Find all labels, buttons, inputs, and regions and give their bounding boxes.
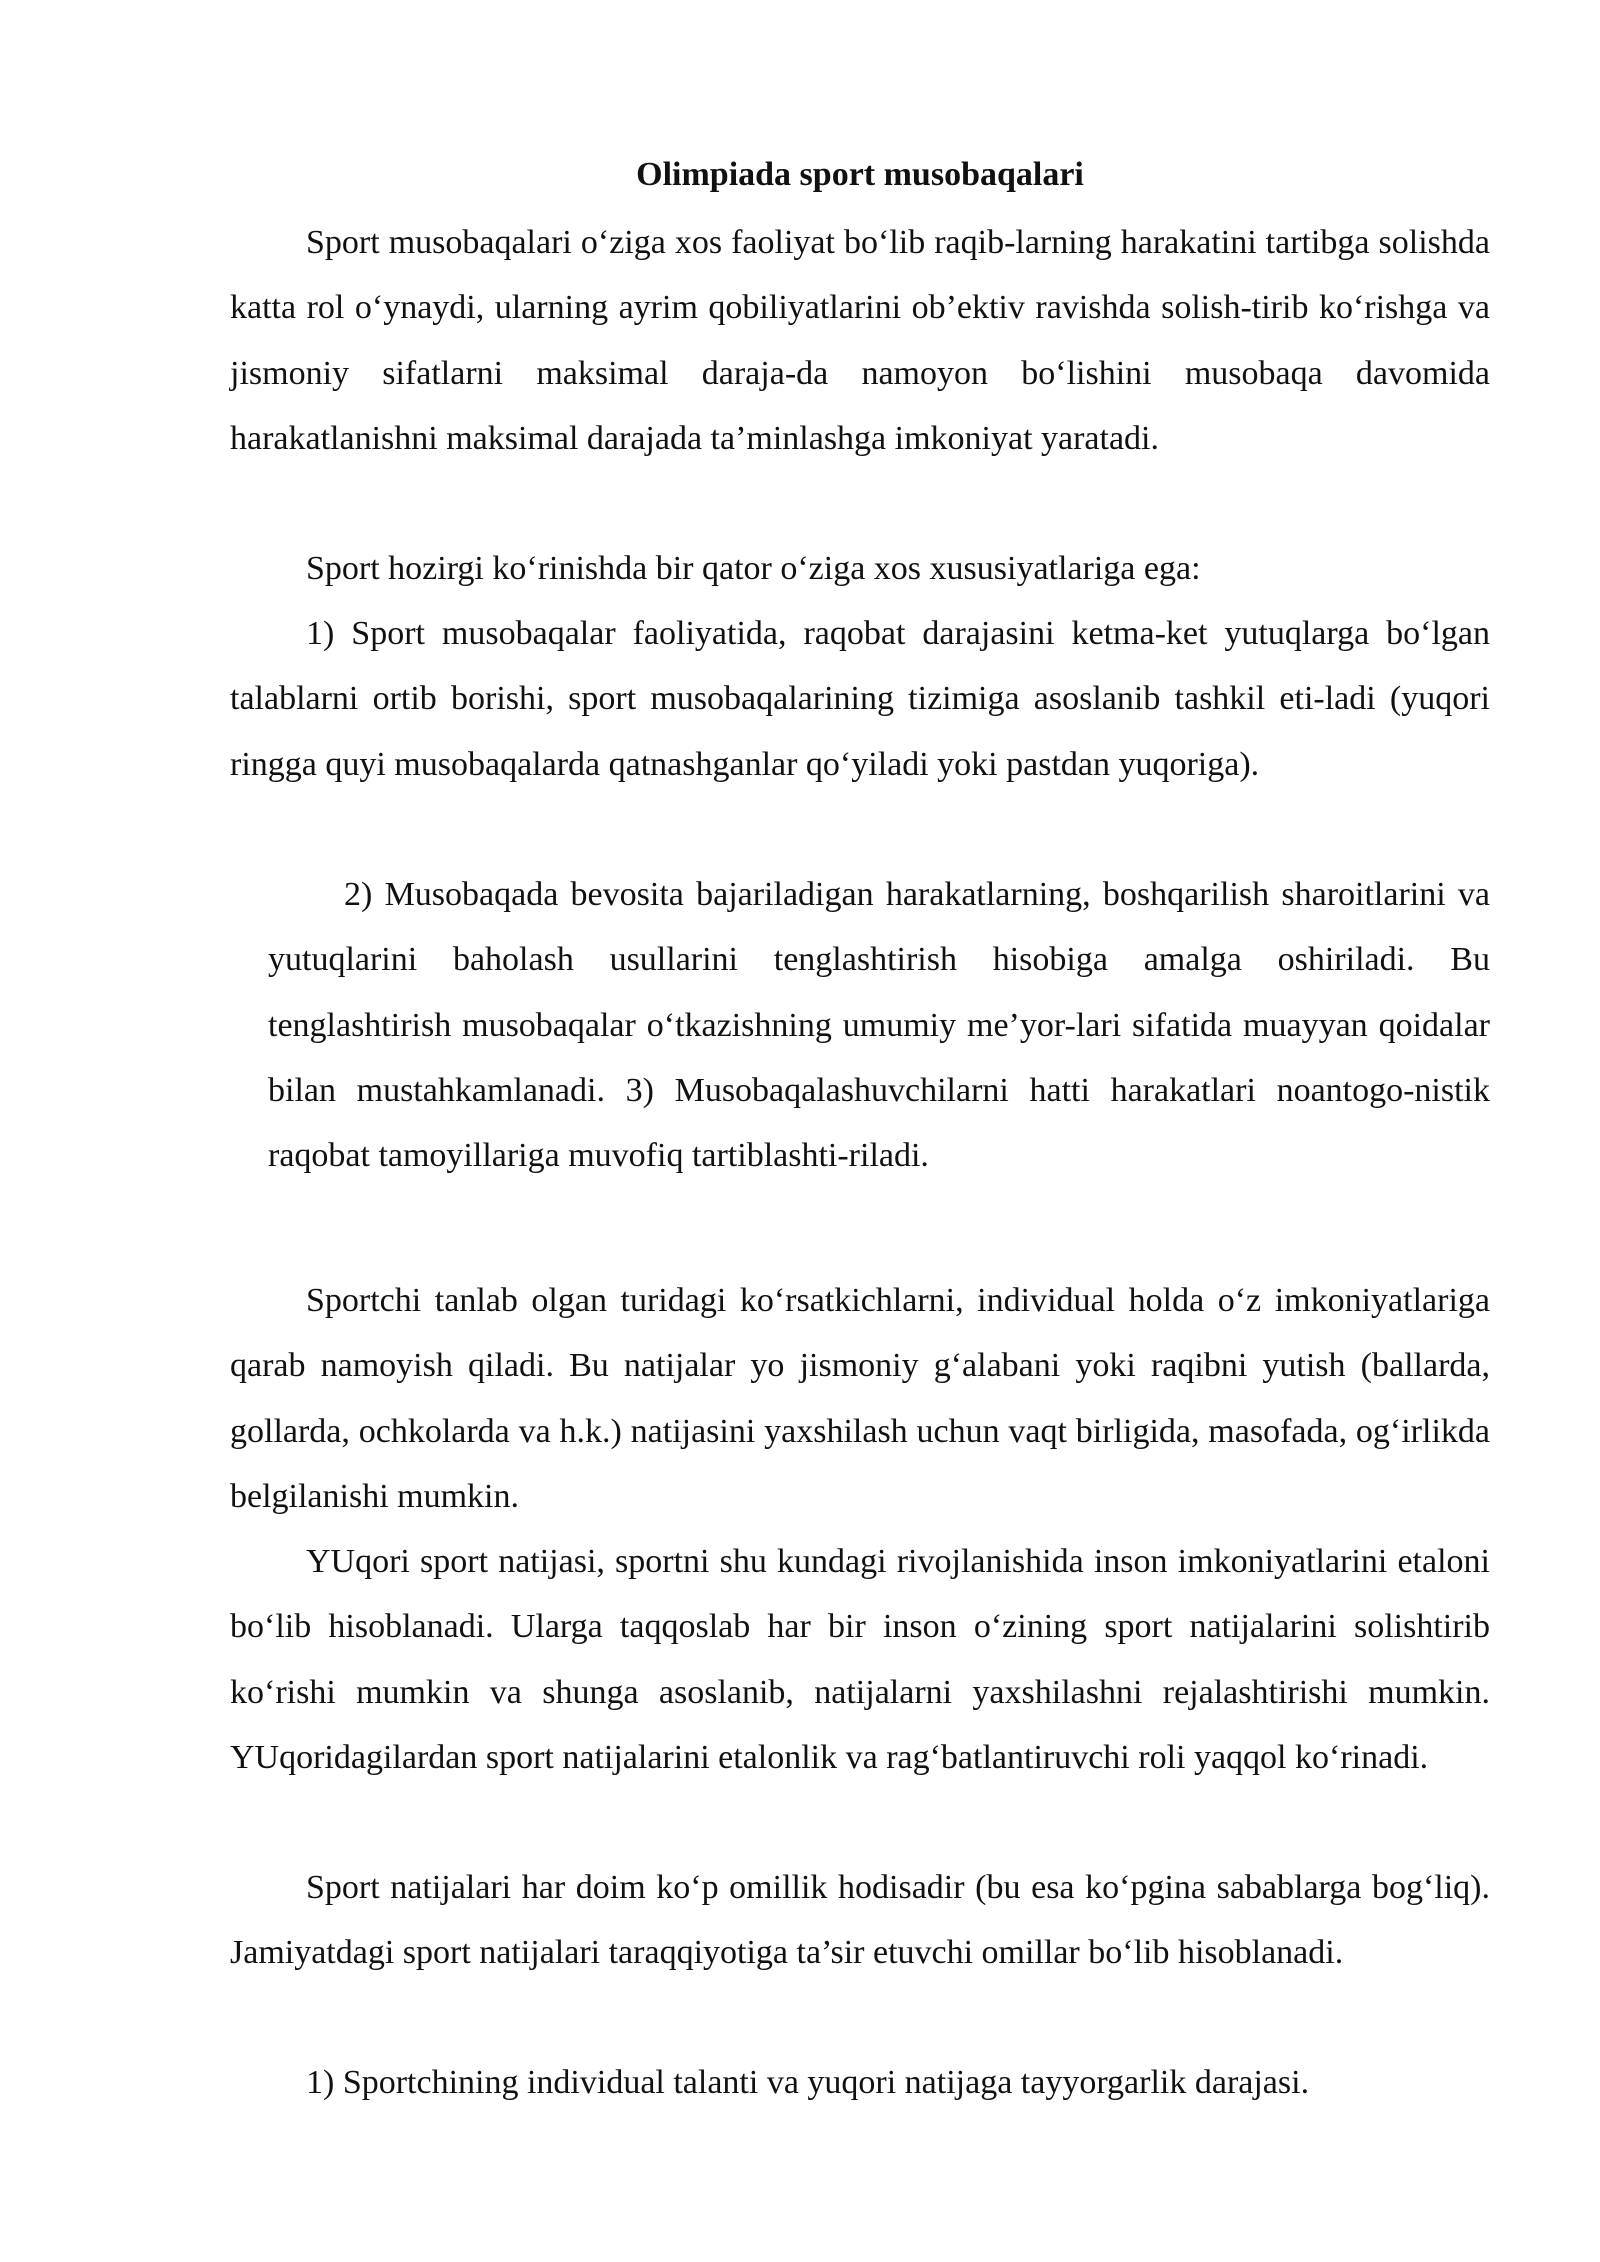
page-title: Olimpiada sport musobaqalari — [636, 156, 1084, 193]
paragraph-2: Sport hozirgi ko‘rinishda bir qator o‘ziga xos xususiyatlariga ega: — [306, 550, 1201, 587]
paragraph-7: Sport natijalari har doim ko‘p omillik hodisadir (bu esa ko‘pgina sabablarga bog‘liq). Jamiyatdagi sport natijalari taraqqiyotiga ta’sir etuvchi omillar bo‘lib hisoblanadi. — [230, 1869, 1490, 1972]
paragraph-3: 1) Sport musobaqalar faoliyatida, raqobat darajasini ketma-ket yutuqlarga bo‘lgan talablarni ortib borishi, sport musobaqalarining tizimiga asoslanib tashkil eti-ladi (yuqori ringga quyi musobaqalarda qatnashganlar qo‘yiladi yoki pastdan yuqoriga). — [230, 615, 1490, 783]
paragraph-6: YUqori sport natijasi, sportni shu kundagi rivojlanishida inson imkoniyatlarini etaloni bo‘lib hisoblanadi. Ularga taqqoslab har bir inson o‘zining sport natijalarini solishtirib ko‘rishi mumkin va shunga asoslanib, natijalarni yaxshilashni rejalashtirishi mumkin. YUqoridagilardan sport natijalarini etalonlik va rag‘batlantiruvchi roli yaqqol ko‘rinadi. — [230, 1543, 1490, 1776]
paragraph-1: Sport musobaqalari o‘ziga xos faoliyat bo‘lib raqib-larning harakatini tartibga solishda katta rol o‘ynaydi, ularning ayrim qobiliyatlarini ob’ektiv ravishda solish-tirib ko‘rishga va jismoniy sifatlarni maksimal daraja-da namoyon bo‘lishini musobaqa davomida harakatlanishni maksimal darajada ta’minlashga imkoniyat yaratadi. — [230, 224, 1490, 457]
paragraph-8: 1) Sportchining individual talanti va yuqori natijaga tayyorgarlik darajasi. — [306, 2064, 1310, 2101]
paragraph-5: Sportchi tanlab olgan turidagi ko‘rsatkichlarni, individual holda o‘z imkoniyatlariga qarab namoyish qiladi. Bu natijalar yo jismoniy g‘alabani yoki raqibni yutish (ballarda, gollarda, ochkolarda va h.k.) natijasini yaxshilash uchun vaqt birligida, masofada, og‘irlikda belgilanishi mumkin. — [230, 1282, 1490, 1515]
paragraph-4: 2) Musobaqada bevosita bajariladigan harakatlarning, boshqarilish sharoitlarini va yutuqlarini baholash usullarini tenglashtirish hisobiga amalga oshiriladi. Bu tenglashtirish musobaqalar o‘tkazishning umumiy me’yor-lari sifatida muayyan qoidalar bilan mustahkamlanadi. 3) Musobaqalashuvchilarni hatti harakatlari noantogo-nistik raqobat tamoyillariga muvofiq tartiblashti-riladi. — [268, 876, 1490, 1175]
